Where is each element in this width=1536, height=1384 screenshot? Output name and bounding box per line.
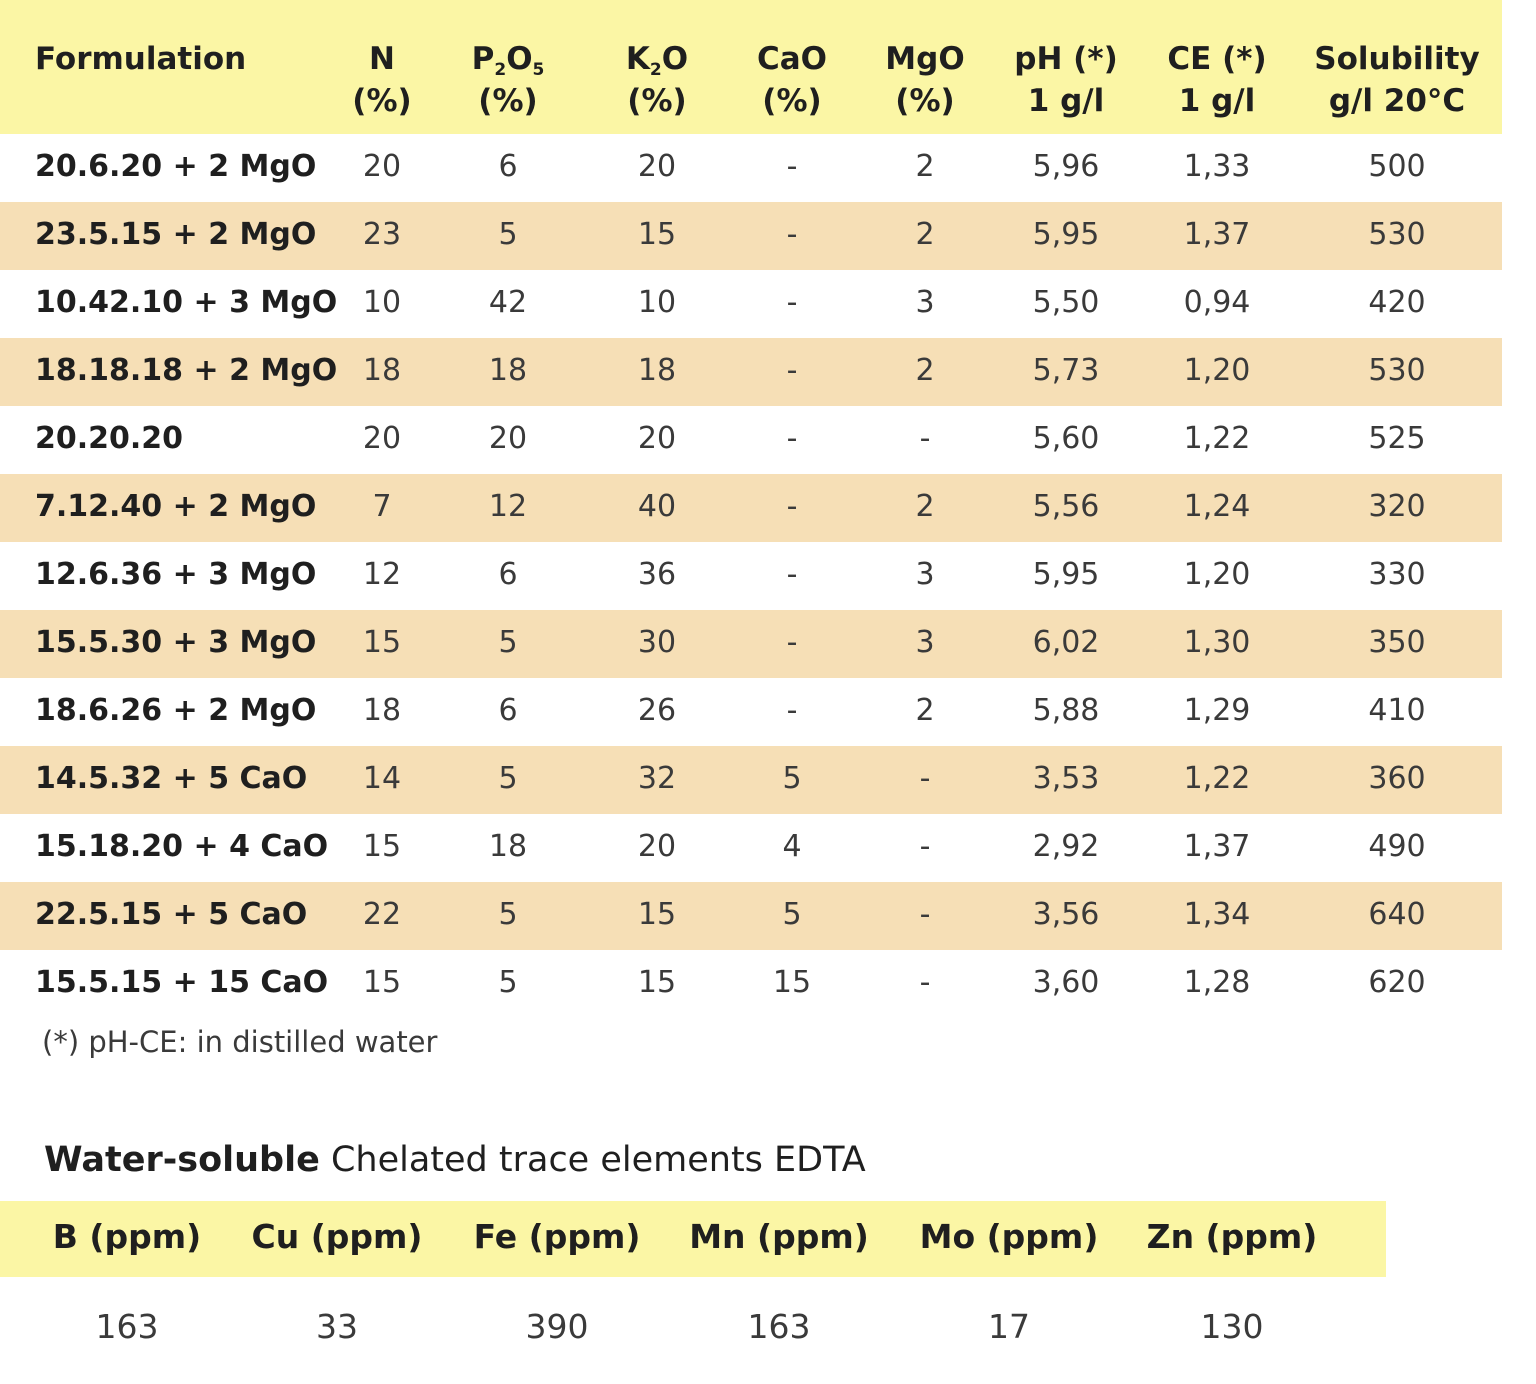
table-row <box>0 270 1502 338</box>
trace-title-rest: Chelated trace elements EDTA <box>319 1140 866 1180</box>
cell-mgo: 2 <box>915 353 935 388</box>
cell-formulation: 20.20.20 <box>35 421 184 456</box>
cell-ph: 3,56 <box>1032 897 1100 932</box>
cell-n: 20 <box>362 149 402 184</box>
cell-mgo: 2 <box>915 693 935 728</box>
trace-value-cell: 33 <box>316 1307 358 1346</box>
cell-mgo: 2 <box>915 217 935 252</box>
cell-p2o5: 18 <box>488 353 528 388</box>
header-cao: CaO (%) <box>756 41 828 119</box>
cell-k2o: 15 <box>637 897 677 932</box>
header-mgo: MgO (%) <box>885 41 965 119</box>
cell-ce: 0,94 <box>1183 285 1251 320</box>
cell-p2o5: 42 <box>488 285 528 320</box>
trace-value-cell: 17 <box>988 1307 1030 1346</box>
cell-n: 18 <box>362 693 402 728</box>
cell-cao: - <box>786 557 798 592</box>
cell-n: 20 <box>362 421 402 456</box>
cell-formulation: 18.6.26 + 2 MgO <box>35 693 317 728</box>
cell-solubility: 530 <box>1368 353 1426 388</box>
cell-ph: 5,60 <box>1032 421 1100 456</box>
table-row <box>0 882 1502 950</box>
cell-mgo: - <box>919 829 931 864</box>
cell-mgo: 3 <box>915 557 935 592</box>
trace-value-cell: 390 <box>525 1307 589 1346</box>
cell-p2o5: 20 <box>488 421 528 456</box>
footnote: (*) pH-CE: in distilled water <box>42 1025 438 1059</box>
cell-n: 15 <box>362 625 402 660</box>
table-row <box>0 406 1502 474</box>
cell-ph: 5,56 <box>1032 489 1100 524</box>
cell-formulation: 10.42.10 + 3 MgO <box>35 285 338 320</box>
cell-k2o: 40 <box>637 489 677 524</box>
table-row <box>0 610 1502 678</box>
table-row <box>0 338 1502 406</box>
cell-k2o: 20 <box>637 829 677 864</box>
cell-formulation: 23.5.15 + 2 MgO <box>35 217 317 252</box>
cell-ce: 1,30 <box>1183 625 1251 660</box>
cell-formulation: 15.5.30 + 3 MgO <box>35 625 317 660</box>
trace-header-cell: Mo (ppm) <box>919 1217 1099 1256</box>
header-p2o5-formula: $P_2O_5$ <box>471 41 545 80</box>
cell-ce: 1,24 <box>1183 489 1251 524</box>
cell-solubility: 525 <box>1368 421 1426 456</box>
cell-solubility: 320 <box>1368 489 1426 524</box>
cell-n: 18 <box>362 353 402 388</box>
cell-mgo: - <box>919 897 931 932</box>
cell-ph: 3,60 <box>1032 965 1100 1000</box>
cell-cao: 4 <box>782 829 802 864</box>
table-row <box>0 202 1502 270</box>
cell-ph: 2,92 <box>1032 829 1100 864</box>
trace-value-cell: 163 <box>747 1307 811 1346</box>
cell-k2o: 15 <box>637 217 677 252</box>
cell-ce: 1,22 <box>1183 421 1251 456</box>
cell-ce: 1,28 <box>1183 965 1251 1000</box>
cell-ph: 3,53 <box>1032 761 1100 796</box>
cell-formulation: 22.5.15 + 5 CaO <box>35 897 308 932</box>
cell-solubility: 420 <box>1368 285 1426 320</box>
cell-mgo: 2 <box>915 149 935 184</box>
cell-solubility: 350 <box>1368 625 1426 660</box>
trace-header-cell: Zn (ppm) <box>1146 1217 1318 1256</box>
trace-table-values <box>0 1296 1386 1360</box>
cell-mgo: 3 <box>915 625 935 660</box>
cell-k2o: 15 <box>637 965 677 1000</box>
cell-ph: 5,95 <box>1032 557 1100 592</box>
trace-header-cell: B (ppm) <box>52 1217 202 1256</box>
cell-p2o5: 18 <box>488 829 528 864</box>
cell-ce: 1,22 <box>1183 761 1251 796</box>
cell-mgo: - <box>919 761 931 796</box>
cell-solubility: 410 <box>1368 693 1426 728</box>
cell-ph: 6,02 <box>1032 625 1100 660</box>
cell-solubility: 490 <box>1368 829 1426 864</box>
cell-ph: 5,73 <box>1032 353 1100 388</box>
cell-cao: - <box>786 421 798 456</box>
cell-ph: 5,95 <box>1032 217 1100 252</box>
header-k2o-formula: $K_2O$ <box>625 41 689 80</box>
cell-p2o5: 5 <box>498 761 518 796</box>
cell-k2o: 32 <box>637 761 677 796</box>
cell-k2o: 26 <box>637 693 677 728</box>
cell-cao: - <box>786 693 798 728</box>
cell-cao: - <box>786 625 798 660</box>
header-solubility: Solubility g/l 20°C <box>1314 41 1480 119</box>
table-row <box>0 678 1502 746</box>
table-row <box>0 474 1502 542</box>
cell-p2o5: 5 <box>498 217 518 252</box>
cell-formulation: 12.6.36 + 3 MgO <box>35 557 317 592</box>
cell-p2o5: 5 <box>498 625 518 660</box>
cell-ce: 1,20 <box>1183 557 1251 592</box>
cell-solubility: 620 <box>1368 965 1426 1000</box>
cell-ph: 5,96 <box>1032 149 1100 184</box>
trace-header-cell: Cu (ppm) <box>251 1217 423 1256</box>
cell-k2o: 36 <box>637 557 677 592</box>
cell-ce: 1,33 <box>1183 149 1251 184</box>
cell-p2o5: 5 <box>498 897 518 932</box>
table-row <box>0 134 1502 202</box>
cell-n: 7 <box>372 489 392 524</box>
trace-value-cell: 163 <box>95 1307 159 1346</box>
cell-cao: - <box>786 285 798 320</box>
cell-formulation: 18.18.18 + 2 MgO <box>35 353 338 388</box>
cell-solubility: 360 <box>1368 761 1426 796</box>
cell-solubility: 640 <box>1368 897 1426 932</box>
header-k2o: $K_2O$ (%) <box>626 38 688 122</box>
header-p2o5: $P_2O_5$ (%) <box>472 38 545 122</box>
cell-cao: - <box>786 489 798 524</box>
cell-ph: 5,50 <box>1032 285 1100 320</box>
cell-p2o5: 6 <box>498 557 518 592</box>
cell-ce: 1,20 <box>1183 353 1251 388</box>
cell-n: 15 <box>362 965 402 1000</box>
cell-cao: 15 <box>772 965 812 1000</box>
header-ce: CE (*) 1 g/l <box>1167 41 1267 119</box>
header-ph: pH (*) 1 g/l <box>1014 41 1118 119</box>
cell-formulation: 14.5.32 + 5 CaO <box>35 761 308 796</box>
cell-formulation: 15.5.15 + 15 CaO <box>35 965 329 1000</box>
cell-cao: - <box>786 217 798 252</box>
cell-ce: 1,37 <box>1183 217 1251 252</box>
cell-solubility: 530 <box>1368 217 1426 252</box>
cell-p2o5: 6 <box>498 149 518 184</box>
cell-formulation: 20.6.20 + 2 MgO <box>35 149 317 184</box>
table-header <box>0 0 1502 134</box>
table-row <box>0 746 1502 814</box>
cell-n: 14 <box>362 761 402 796</box>
trace-section-title <box>44 1140 866 1180</box>
cell-formulation: 7.12.40 + 2 MgO <box>35 489 317 524</box>
cell-ph: 5,88 <box>1032 693 1100 728</box>
cell-n: 22 <box>362 897 402 932</box>
table-body <box>0 134 1502 1018</box>
cell-n: 12 <box>362 557 402 592</box>
cell-p2o5: 5 <box>498 965 518 1000</box>
cell-n: 10 <box>362 285 402 320</box>
cell-ce: 1,37 <box>1183 829 1251 864</box>
cell-solubility: 330 <box>1368 557 1426 592</box>
cell-mgo: 2 <box>915 489 935 524</box>
cell-formulation: 15.18.20 + 4 CaO <box>35 829 329 864</box>
table-row <box>0 814 1502 882</box>
cell-cao: 5 <box>782 761 802 796</box>
header-formulation: Formulation <box>35 41 247 77</box>
trace-table-header <box>0 1201 1386 1277</box>
cell-cao: 5 <box>782 897 802 932</box>
trace-header-cell: Mn (ppm) <box>689 1217 869 1256</box>
cell-k2o: 10 <box>637 285 677 320</box>
header-n: N (%) <box>352 41 412 119</box>
cell-ce: 1,34 <box>1183 897 1251 932</box>
cell-k2o: 20 <box>637 149 677 184</box>
table-row <box>0 542 1502 610</box>
cell-n: 15 <box>362 829 402 864</box>
trace-header-cell: Fe (ppm) <box>473 1217 641 1256</box>
cell-p2o5: 6 <box>498 693 518 728</box>
table-row <box>0 950 1502 1018</box>
trace-title-bold: Water-soluble <box>44 1140 320 1180</box>
trace-value-cell: 130 <box>1200 1307 1264 1346</box>
cell-p2o5: 12 <box>488 489 528 524</box>
cell-mgo: - <box>919 965 931 1000</box>
cell-k2o: 18 <box>637 353 677 388</box>
cell-k2o: 20 <box>637 421 677 456</box>
cell-mgo: - <box>919 421 931 456</box>
cell-n: 23 <box>362 217 402 252</box>
cell-mgo: 3 <box>915 285 935 320</box>
cell-k2o: 30 <box>637 625 677 660</box>
cell-solubility: 500 <box>1368 149 1426 184</box>
cell-ce: 1,29 <box>1183 693 1251 728</box>
cell-cao: - <box>786 353 798 388</box>
cell-cao: - <box>786 149 798 184</box>
